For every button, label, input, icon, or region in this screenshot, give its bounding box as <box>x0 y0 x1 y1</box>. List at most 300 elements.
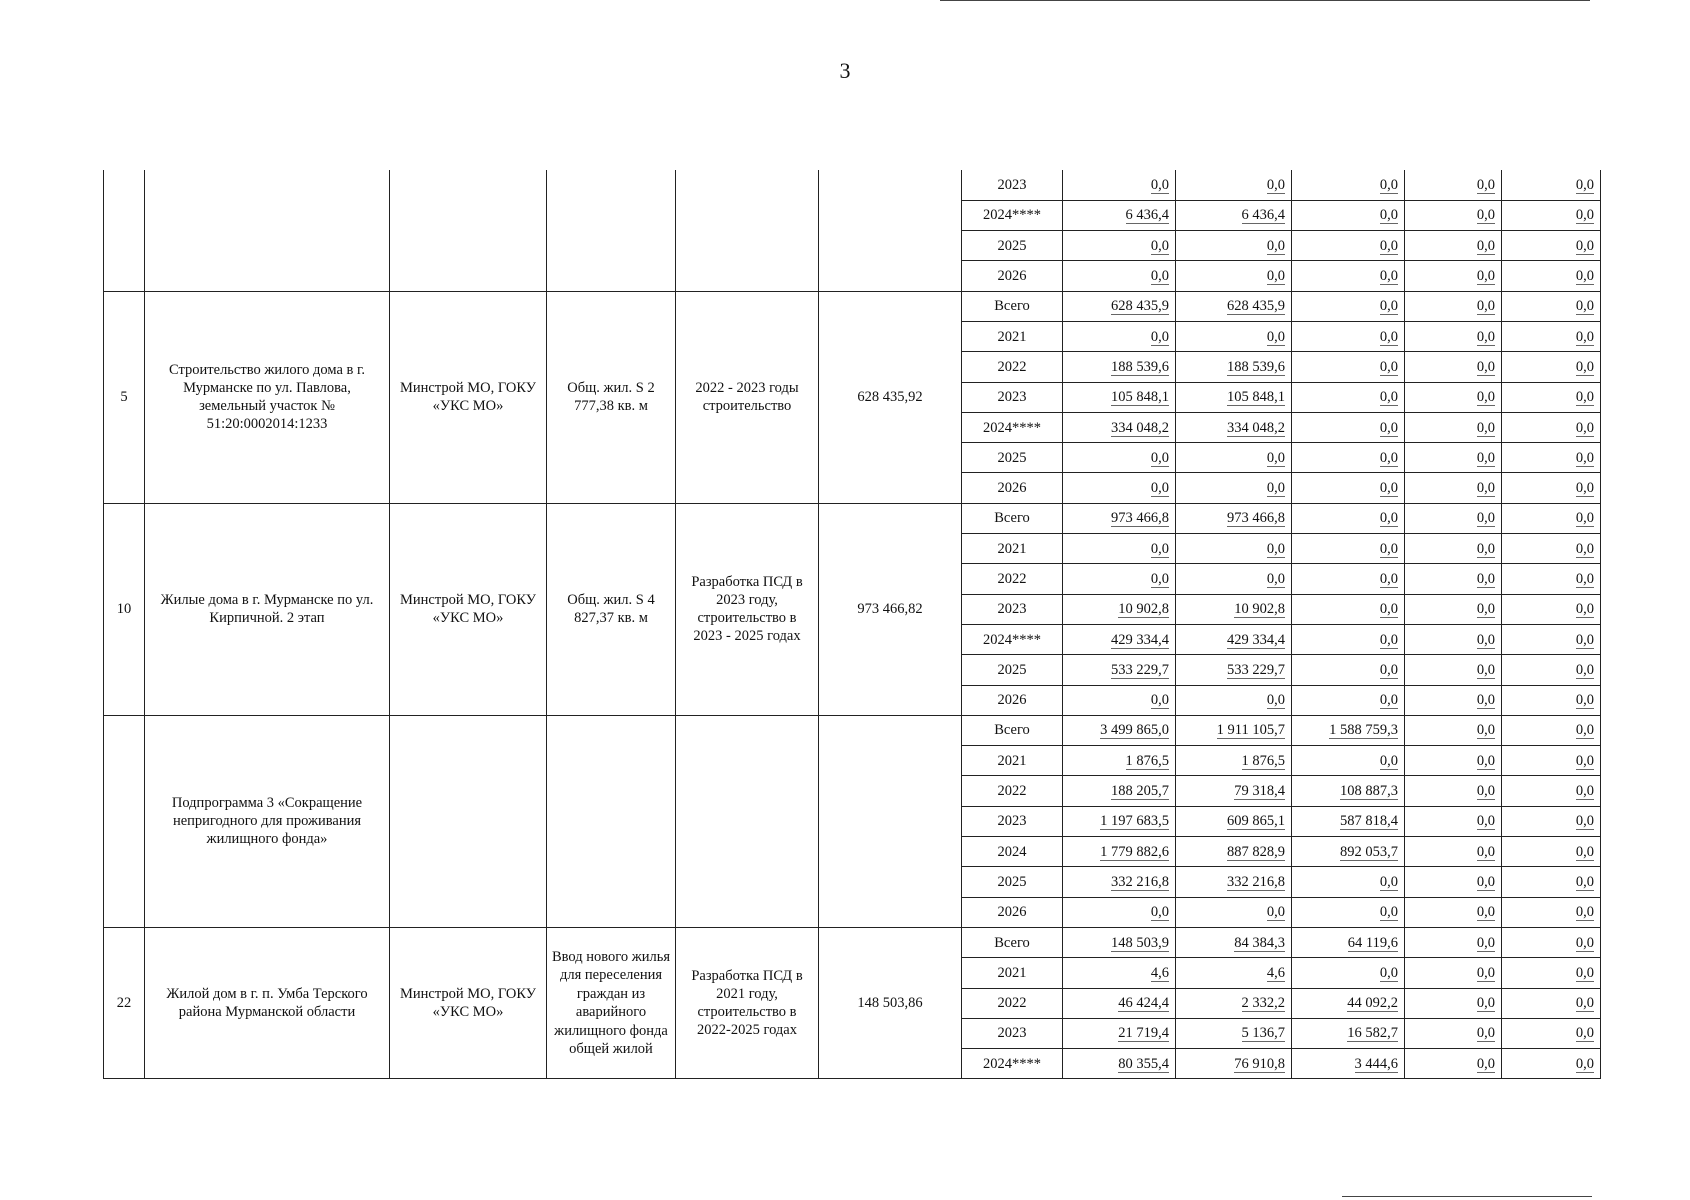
year-cell: 2024**** <box>962 624 1063 654</box>
year-cell: 2023 <box>962 806 1063 836</box>
year-cell: Всего <box>962 927 1063 957</box>
regional-budget-cell <box>1176 412 1292 442</box>
project-capacity-cell <box>547 715 676 927</box>
amount-value: 0,0 <box>1379 176 1398 193</box>
total-value-cell <box>1063 291 1176 321</box>
amount-value: 332 216,8 <box>1227 873 1285 890</box>
total-value-cell <box>1063 534 1176 564</box>
amount-value: 3 499 865,0 <box>1100 722 1169 739</box>
local-budget-cell <box>1405 927 1502 957</box>
regional-budget-cell <box>1176 170 1292 200</box>
total-value-cell <box>1063 958 1176 988</box>
local-budget-cell <box>1405 867 1502 897</box>
other-sources-cell <box>1502 927 1601 957</box>
year-cell: 2022 <box>962 564 1063 594</box>
amount-value: 0,0 <box>1150 904 1169 921</box>
amount-value: 0,0 <box>1476 661 1495 678</box>
regional-budget-cell <box>1176 776 1292 806</box>
regional-budget-cell <box>1176 473 1292 503</box>
federal-budget-cell <box>1292 534 1405 564</box>
regional-budget-cell <box>1176 564 1292 594</box>
amount-value: 188 205,7 <box>1111 783 1169 800</box>
local-budget-cell <box>1405 443 1502 473</box>
total-value-cell <box>1063 170 1176 200</box>
amount-value: 0,0 <box>1266 268 1285 285</box>
regional-budget-cell <box>1176 867 1292 897</box>
local-budget-cell <box>1405 1018 1502 1048</box>
amount-value: 587 818,4 <box>1340 813 1398 830</box>
amount-value: 0,0 <box>1150 237 1169 254</box>
total-value-cell <box>1063 624 1176 654</box>
regional-budget-cell <box>1176 746 1292 776</box>
other-sources-cell <box>1502 685 1601 715</box>
total-value-cell <box>1063 261 1176 291</box>
total-value-cell <box>1063 806 1176 836</box>
table-row <box>104 927 1601 957</box>
amount-value: 188 539,6 <box>1227 358 1285 375</box>
other-sources-cell <box>1502 564 1601 594</box>
amount-value: 1 588 759,3 <box>1329 722 1398 739</box>
year-cell: 2021 <box>962 958 1063 988</box>
amount-value: 0,0 <box>1379 237 1398 254</box>
year-cell: 2024 <box>962 837 1063 867</box>
year-cell: 2024**** <box>962 200 1063 230</box>
amount-value: 1 197 683,5 <box>1100 813 1169 830</box>
project-customer-cell <box>390 715 547 927</box>
amount-value: 0,0 <box>1575 389 1594 406</box>
amount-value: 0,0 <box>1379 752 1398 769</box>
amount-value: 0,0 <box>1476 1055 1495 1072</box>
total-value-cell <box>1063 776 1176 806</box>
other-sources-cell <box>1502 746 1601 776</box>
federal-budget-cell <box>1292 685 1405 715</box>
amount-value: 0,0 <box>1379 904 1398 921</box>
total-value-cell <box>1063 473 1176 503</box>
amount-value: 108 887,3 <box>1340 783 1398 800</box>
project-capacity-cell <box>547 170 676 291</box>
amount-value: 0,0 <box>1575 661 1594 678</box>
amount-value: 0,0 <box>1266 480 1285 497</box>
local-budget-cell <box>1405 473 1502 503</box>
year-cell: 2025 <box>962 231 1063 261</box>
amount-value: 0,0 <box>1150 540 1169 557</box>
project-number-cell <box>104 170 145 291</box>
amount-value: 0,0 <box>1575 571 1594 587</box>
total-value-cell <box>1063 352 1176 382</box>
federal-budget-cell <box>1292 867 1405 897</box>
local-budget-cell <box>1405 897 1502 927</box>
amount-value: 0,0 <box>1575 1055 1594 1072</box>
other-sources-cell <box>1502 867 1601 897</box>
year-cell: 2021 <box>962 746 1063 776</box>
total-value-cell <box>1063 321 1176 351</box>
total-value-cell <box>1063 564 1176 594</box>
local-budget-cell <box>1405 988 1502 1018</box>
regional-budget-cell <box>1176 261 1292 291</box>
project-customer-cell: Минстрой МО, ГОКУ «УКС МО» <box>390 291 547 503</box>
amount-value: 0,0 <box>1379 510 1398 527</box>
amount-value: 44 092,2 <box>1347 995 1398 1012</box>
amount-value: 0,0 <box>1266 571 1285 587</box>
federal-budget-cell <box>1292 261 1405 291</box>
federal-budget-cell <box>1292 503 1405 533</box>
other-sources-cell <box>1502 534 1601 564</box>
total-value-cell <box>1063 867 1176 897</box>
amount-value: 0,0 <box>1266 449 1285 466</box>
amount-value: 0,0 <box>1266 904 1285 921</box>
amount-value: 973 466,8 <box>1111 510 1169 527</box>
regional-budget-cell <box>1176 594 1292 624</box>
federal-budget-cell <box>1292 1018 1405 1048</box>
project-customer-cell: Минстрой МО, ГОКУ «УКС МО» <box>390 503 547 715</box>
local-budget-cell <box>1405 655 1502 685</box>
amount-value: 429 334,4 <box>1227 631 1285 648</box>
regional-budget-cell <box>1176 321 1292 351</box>
amount-value: 188 539,6 <box>1111 358 1169 375</box>
amount-value: 0,0 <box>1266 328 1285 345</box>
amount-value: 0,0 <box>1476 176 1495 193</box>
year-cell: 2023 <box>962 382 1063 412</box>
regional-budget-cell <box>1176 685 1292 715</box>
project-name-cell: Жилые дома в г. Мурманске по ул. Кирпичной. 2 этап <box>145 503 390 715</box>
federal-budget-cell <box>1292 624 1405 654</box>
other-sources-cell <box>1502 1018 1601 1048</box>
project-cost-cell <box>819 715 962 927</box>
amount-value: 0,0 <box>1266 692 1285 709</box>
local-budget-cell <box>1405 170 1502 200</box>
amount-value: 0,0 <box>1476 298 1495 315</box>
project-capacity-cell: Ввод нового жилья для переселения граждан из аварийного жилищного фонда общей жилой <box>547 927 676 1078</box>
amount-value: 0,0 <box>1476 752 1495 769</box>
amount-value: 0,0 <box>1575 934 1594 951</box>
amount-value: 0,0 <box>1476 571 1495 587</box>
total-value-cell <box>1063 594 1176 624</box>
other-sources-cell <box>1502 170 1601 200</box>
amount-value: 0,0 <box>1575 540 1594 557</box>
other-sources-cell <box>1502 655 1601 685</box>
total-value-cell <box>1063 1018 1176 1048</box>
amount-value: 4,6 <box>1266 964 1285 981</box>
local-budget-cell <box>1405 776 1502 806</box>
project-name-cell: Жилой дом в г. п. Умба Терского района Мурманской области <box>145 927 390 1078</box>
project-name-cell: Подпрограмма 3 «Сокращение непригодного для проживания жилищного фонда» <box>145 715 390 927</box>
local-budget-cell <box>1405 715 1502 745</box>
local-budget-cell <box>1405 321 1502 351</box>
amount-value: 0,0 <box>1150 176 1169 193</box>
other-sources-cell <box>1502 1049 1601 1079</box>
amount-value: 0,0 <box>1476 843 1495 860</box>
amount-value: 0,0 <box>1266 176 1285 193</box>
amount-value: 332 216,8 <box>1111 873 1169 890</box>
total-value-cell <box>1063 503 1176 533</box>
amount-value: 0,0 <box>1476 722 1495 739</box>
amount-value: 0,0 <box>1476 692 1495 709</box>
total-value-cell <box>1063 412 1176 442</box>
amount-value: 0,0 <box>1150 328 1169 345</box>
amount-value: 0,0 <box>1476 1025 1495 1042</box>
federal-budget-cell <box>1292 231 1405 261</box>
regional-budget-cell <box>1176 624 1292 654</box>
year-cell: 2022 <box>962 776 1063 806</box>
local-budget-cell <box>1405 382 1502 412</box>
total-value-cell <box>1063 231 1176 261</box>
amount-value: 0,0 <box>1379 631 1398 648</box>
federal-budget-cell <box>1292 473 1405 503</box>
other-sources-cell <box>1502 382 1601 412</box>
other-sources-cell <box>1502 806 1601 836</box>
federal-budget-cell <box>1292 564 1405 594</box>
amount-value: 0,0 <box>1379 328 1398 345</box>
amount-value: 0,0 <box>1150 571 1169 587</box>
amount-value: 76 910,8 <box>1234 1055 1285 1072</box>
other-sources-cell <box>1502 837 1601 867</box>
amount-value: 0,0 <box>1476 995 1495 1012</box>
federal-budget-cell <box>1292 958 1405 988</box>
project-number-cell <box>104 715 145 927</box>
total-value-cell <box>1063 897 1176 927</box>
project-period-cell: Разработка ПСД в 2023 году, строительство в 2023 - 2025 годах <box>676 503 819 715</box>
top-edge-line <box>940 0 1590 2</box>
year-cell: 2026 <box>962 897 1063 927</box>
amount-value: 0,0 <box>1150 692 1169 709</box>
other-sources-cell <box>1502 624 1601 654</box>
amount-value: 0,0 <box>1575 843 1594 860</box>
amount-value: 0,0 <box>1476 934 1495 951</box>
amount-value: 0,0 <box>1379 207 1398 224</box>
amount-value: 0,0 <box>1379 692 1398 709</box>
amount-value: 6 436,4 <box>1125 207 1169 224</box>
amount-value: 0,0 <box>1150 449 1169 466</box>
table-row <box>104 715 1601 745</box>
amount-value: 429 334,4 <box>1111 631 1169 648</box>
amount-value: 0,0 <box>1476 449 1495 466</box>
year-cell: 2025 <box>962 655 1063 685</box>
amount-value: 0,0 <box>1575 328 1594 345</box>
amount-value: 0,0 <box>1150 480 1169 497</box>
year-cell: Всего <box>962 715 1063 745</box>
amount-value: 79 318,4 <box>1234 783 1285 800</box>
amount-value: 0,0 <box>1379 298 1398 315</box>
amount-value: 0,0 <box>1266 540 1285 557</box>
other-sources-cell <box>1502 897 1601 927</box>
amount-value: 0,0 <box>1266 237 1285 254</box>
amount-value: 0,0 <box>1575 964 1594 981</box>
regional-budget-cell <box>1176 291 1292 321</box>
amount-value: 1 911 105,7 <box>1216 722 1285 739</box>
amount-value: 3 444,6 <box>1354 1055 1398 1072</box>
project-cost-cell: 628 435,92 <box>819 291 962 503</box>
local-budget-cell <box>1405 624 1502 654</box>
regional-budget-cell <box>1176 806 1292 836</box>
federal-budget-cell <box>1292 412 1405 442</box>
year-cell: 2022 <box>962 988 1063 1018</box>
regional-budget-cell <box>1176 897 1292 927</box>
year-cell: 2026 <box>962 261 1063 291</box>
regional-budget-cell <box>1176 958 1292 988</box>
amount-value: 0,0 <box>1575 419 1594 436</box>
project-capacity-cell: Общ. жил. S 2 777,38 кв. м <box>547 291 676 503</box>
amount-value: 0,0 <box>1476 358 1495 375</box>
amount-value: 0,0 <box>1575 813 1594 830</box>
amount-value: 0,0 <box>1379 571 1398 587</box>
regional-budget-cell <box>1176 231 1292 261</box>
amount-value: 0,0 <box>1379 964 1398 981</box>
amount-value: 84 384,3 <box>1234 934 1285 951</box>
local-budget-cell <box>1405 200 1502 230</box>
amount-value: 10 902,8 <box>1234 601 1285 618</box>
regional-budget-cell <box>1176 655 1292 685</box>
regional-budget-cell <box>1176 715 1292 745</box>
amount-value: 0,0 <box>1476 904 1495 921</box>
amount-value: 1 779 882,6 <box>1100 843 1169 860</box>
year-cell: Всего <box>962 503 1063 533</box>
amount-value: 2 332,2 <box>1241 995 1285 1012</box>
total-value-cell <box>1063 837 1176 867</box>
amount-value: 4,6 <box>1150 964 1169 981</box>
total-value-cell <box>1063 200 1176 230</box>
local-budget-cell <box>1405 564 1502 594</box>
federal-budget-cell <box>1292 746 1405 776</box>
local-budget-cell <box>1405 1049 1502 1079</box>
amount-value: 0,0 <box>1476 268 1495 285</box>
amount-value: 0,0 <box>1575 904 1594 921</box>
amount-value: 0,0 <box>1575 207 1594 224</box>
federal-budget-cell <box>1292 443 1405 473</box>
project-cost-cell: 148 503,86 <box>819 927 962 1078</box>
amount-value: 105 848,1 <box>1111 389 1169 406</box>
financing-table <box>103 170 1601 1079</box>
project-name-cell: Строительство жилого дома в г. Мурманске по ул. Павлова, земельный участок № 51:20:0002014:1233 <box>145 291 390 503</box>
year-cell: 2025 <box>962 867 1063 897</box>
amount-value: 892 053,7 <box>1340 843 1398 860</box>
bottom-edge-line <box>1342 1196 1592 1198</box>
table-row <box>104 170 1601 200</box>
amount-value: 0,0 <box>1476 328 1495 345</box>
federal-budget-cell <box>1292 200 1405 230</box>
amount-value: 334 048,2 <box>1227 419 1285 436</box>
amount-value: 0,0 <box>1575 358 1594 375</box>
table-body <box>104 170 1601 1079</box>
regional-budget-cell <box>1176 200 1292 230</box>
local-budget-cell <box>1405 261 1502 291</box>
federal-budget-cell <box>1292 715 1405 745</box>
other-sources-cell <box>1502 715 1601 745</box>
other-sources-cell <box>1502 776 1601 806</box>
amount-value: 105 848,1 <box>1227 389 1285 406</box>
other-sources-cell <box>1502 321 1601 351</box>
federal-budget-cell <box>1292 806 1405 836</box>
local-budget-cell <box>1405 291 1502 321</box>
federal-budget-cell <box>1292 382 1405 412</box>
year-cell: 2023 <box>962 1018 1063 1048</box>
regional-budget-cell <box>1176 534 1292 564</box>
other-sources-cell <box>1502 958 1601 988</box>
project-period-cell: Разработка ПСД в 2021 году, строительство в 2022-2025 годах <box>676 927 819 1078</box>
amount-value: 0,0 <box>1476 783 1495 800</box>
amount-value: 0,0 <box>1476 510 1495 527</box>
amount-value: 0,0 <box>1476 207 1495 224</box>
federal-budget-cell <box>1292 352 1405 382</box>
local-budget-cell <box>1405 352 1502 382</box>
amount-value: 0,0 <box>1575 176 1594 193</box>
amount-value: 0,0 <box>1575 873 1594 890</box>
federal-budget-cell <box>1292 655 1405 685</box>
amount-value: 5 136,7 <box>1241 1025 1285 1042</box>
other-sources-cell <box>1502 261 1601 291</box>
local-budget-cell <box>1405 806 1502 836</box>
federal-budget-cell <box>1292 170 1405 200</box>
amount-value: 334 048,2 <box>1111 419 1169 436</box>
amount-value: 0,0 <box>1476 389 1495 406</box>
amount-value: 0,0 <box>1476 631 1495 648</box>
total-value-cell <box>1063 715 1176 745</box>
amount-value: 0,0 <box>1575 510 1594 527</box>
amount-value: 973 466,8 <box>1227 510 1285 527</box>
amount-value: 0,0 <box>1575 449 1594 466</box>
amount-value: 0,0 <box>1575 722 1594 739</box>
local-budget-cell <box>1405 837 1502 867</box>
table-row <box>104 503 1601 533</box>
amount-value: 628 435,9 <box>1227 298 1285 315</box>
total-value-cell <box>1063 1049 1176 1079</box>
regional-budget-cell <box>1176 988 1292 1018</box>
local-budget-cell <box>1405 594 1502 624</box>
amount-value: 0,0 <box>1575 783 1594 800</box>
year-cell: 2026 <box>962 685 1063 715</box>
amount-value: 1 876,5 <box>1241 752 1285 769</box>
project-period-cell <box>676 715 819 927</box>
amount-value: 10 902,8 <box>1118 601 1169 618</box>
federal-budget-cell <box>1292 897 1405 927</box>
total-value-cell <box>1063 746 1176 776</box>
regional-budget-cell <box>1176 837 1292 867</box>
amount-value: 887 828,9 <box>1227 843 1285 860</box>
other-sources-cell <box>1502 352 1601 382</box>
federal-budget-cell <box>1292 1049 1405 1079</box>
total-value-cell <box>1063 382 1176 412</box>
project-period-cell: 2022 - 2023 годы строительство <box>676 291 819 503</box>
federal-budget-cell <box>1292 988 1405 1018</box>
total-value-cell <box>1063 927 1176 957</box>
amount-value: 0,0 <box>1575 1025 1594 1042</box>
project-customer-cell <box>390 170 547 291</box>
amount-value: 0,0 <box>1379 480 1398 497</box>
amount-value: 0,0 <box>1476 540 1495 557</box>
total-value-cell <box>1063 655 1176 685</box>
table-row <box>104 291 1601 321</box>
year-cell: 2021 <box>962 534 1063 564</box>
amount-value: 6 436,4 <box>1241 207 1285 224</box>
amount-value: 0,0 <box>1575 601 1594 618</box>
amount-value: 21 719,4 <box>1118 1025 1169 1042</box>
project-number-cell: 22 <box>104 927 145 1078</box>
project-cost-cell <box>819 170 962 291</box>
local-budget-cell <box>1405 231 1502 261</box>
other-sources-cell <box>1502 231 1601 261</box>
year-cell: 2022 <box>962 352 1063 382</box>
amount-value: 0,0 <box>1379 661 1398 678</box>
amount-value: 0,0 <box>1379 873 1398 890</box>
amount-value: 533 229,7 <box>1227 661 1285 678</box>
amount-value: 533 229,7 <box>1111 661 1169 678</box>
page-number: 3 <box>839 58 851 83</box>
amount-value: 46 424,4 <box>1118 995 1169 1012</box>
other-sources-cell <box>1502 200 1601 230</box>
local-budget-cell <box>1405 534 1502 564</box>
federal-budget-cell <box>1292 291 1405 321</box>
amount-value: 0,0 <box>1476 419 1495 436</box>
amount-value: 0,0 <box>1575 268 1594 285</box>
